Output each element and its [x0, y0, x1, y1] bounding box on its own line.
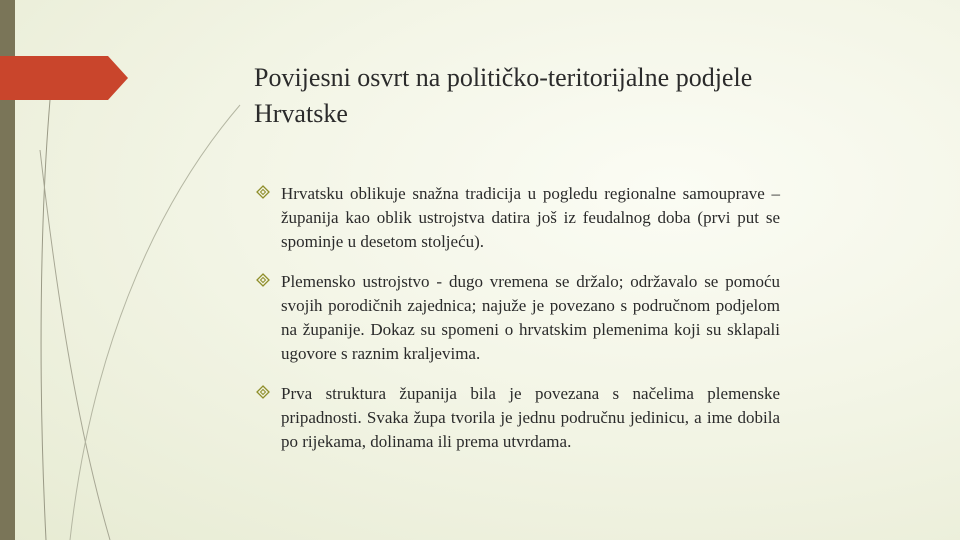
bullet-list — [256, 182, 780, 470]
slide-title: Povijesni osvrt na političko-teritorijalne podjele Hrvatske — [254, 63, 753, 128]
bullet-text: Prva struktura županija bila je povezana s načelima plemenske pripadnosti. Svaka župa tvorila je jednu područnu jedinicu, a ime dobila po rijekama, dolinama ili prema utvrdama. — [281, 384, 780, 451]
diamond-bullet-icon — [256, 273, 270, 287]
list-item — [256, 270, 780, 366]
list-item — [256, 182, 780, 254]
bullet-text: Plemensko ustrojstvo - dugo vremena se držalo; održavalo se pomoću svojih porodičnih zajednica; najuže je povezano s područnom podjelom na županije. Dokaz su spomeni o hrvatskim plemenima koji su sklapali ugovore s raznim kraljevima. — [281, 272, 780, 363]
bullet-text: Hrvatsku oblikuje snažna tradicija u pogledu regionalne samouprave – županija kao oblik ustrojstva datira još iz feudalnog doba (prvi put se spominje u desetom stoljeću). — [281, 184, 780, 251]
red-accent-tab — [0, 56, 130, 100]
diamond-bullet-icon — [256, 385, 270, 399]
diamond-bullet-icon — [256, 185, 270, 199]
list-item — [256, 382, 780, 454]
